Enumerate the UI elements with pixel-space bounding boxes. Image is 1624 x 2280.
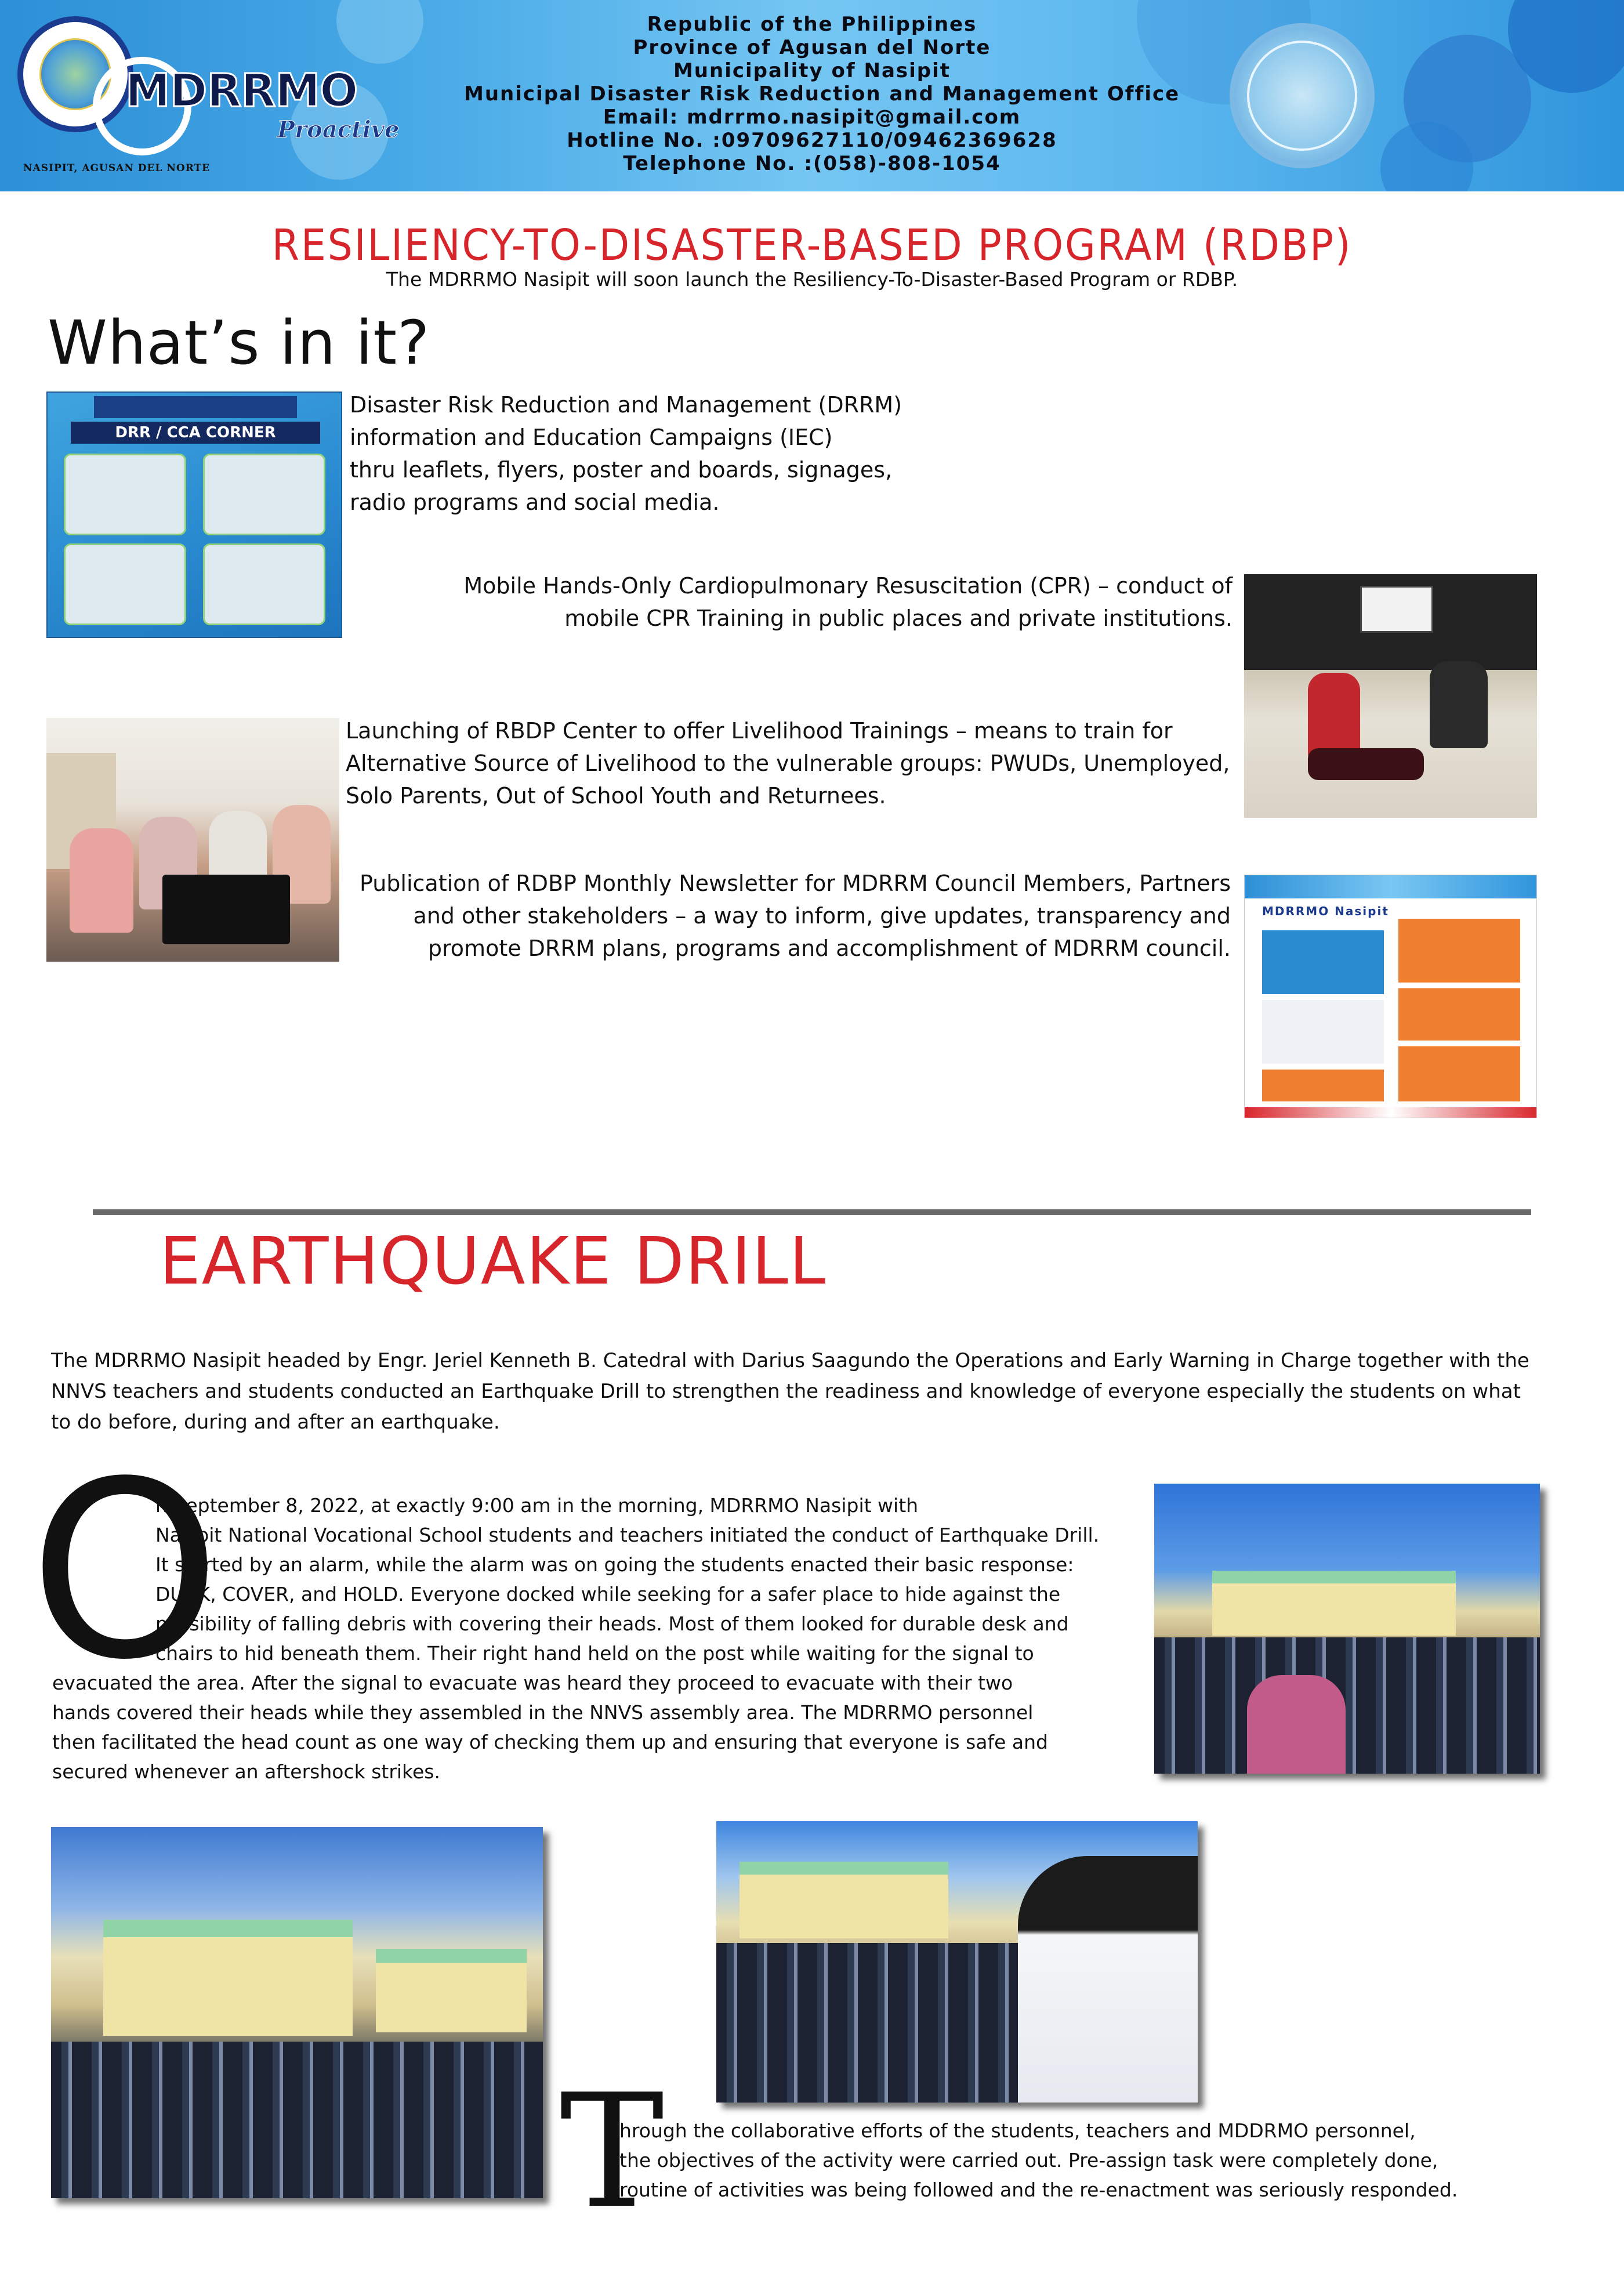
earthquake-drill-photo-2: [51, 1827, 543, 2198]
body-line: hands covered their heads while they assembled in the NNVS assembly area. The MDRRMO personnel: [52, 1701, 1034, 1724]
header-banner: [0, 0, 1624, 191]
header-line-republic: Republic of the Philippines: [647, 13, 977, 36]
livelihood-training-photo: [46, 718, 339, 962]
dropcap-o: O: [29, 1430, 221, 1713]
earthquake-body-indented: [155, 1491, 1099, 1668]
rdbp-item-newsletter-line: promote DRRM plans, programs and accomplishment of MDRRM council.: [427, 936, 1231, 961]
drr-cca-corner-photo: [46, 392, 342, 638]
closing-line: hrough the collaborative efforts of the students, teachers and MDDRMO personnel,: [619, 2119, 1416, 2142]
header-line-hotline: Hotline No. :09709627110/09462369628: [567, 129, 1057, 152]
rdbp-item-livelihood-line: Alternative Source of Livelihood to the vulnerable groups: PWUDs, Unemployed,: [346, 751, 1230, 776]
rdbp-item-newsletter: [348, 867, 1231, 965]
closing-line: the objectives of the activity were carried out. Pre-assign task were completely done,: [619, 2149, 1438, 2172]
header-line-province: Province of Agusan del Norte: [633, 36, 991, 59]
header-line-municipality: Municipality of Nasipit: [673, 59, 951, 82]
rdbp-title: RESILIENCY-TO-DISASTER-BASED PROGRAM (RDBP): [271, 220, 1353, 270]
section-divider: [93, 1209, 1531, 1215]
rdbp-item-cpr-line: mobile CPR Training in public places and private institutions.: [564, 606, 1232, 631]
header-line-email: Email: mdrrmo.nasipit@gmail.com: [603, 106, 1021, 129]
body-line: n September 8, 2022, at exactly 9:00 am in the morning, MDRRMO Nasipit with: [155, 1494, 919, 1517]
rdbp-item-newsletter-line: Publication of RDBP Monthly Newsletter for MDRRM Council Members, Partners: [359, 871, 1231, 896]
mdrrmo-badge: [93, 57, 400, 143]
cpr-training-photo: [1244, 574, 1537, 818]
rdbp-item-cpr: [348, 570, 1232, 635]
municipal-seal-right: [1230, 23, 1375, 168]
rdbp-item-cpr-line: Mobile Hands-Only Cardiopulmonary Resuscitation (CPR) – conduct of: [463, 573, 1232, 599]
rdbp-item-livelihood: [346, 715, 1230, 812]
earthquake-body-full: [52, 1668, 1048, 1786]
closing-line: routine of activities was being followed and the re-enactment was seriously responded.: [619, 2178, 1458, 2201]
earthquake-drill-title: EARTHQUAKE DRILL: [160, 1224, 827, 1299]
earthquake-intro: The MDRRMO Nasipit headed by Engr. Jeriel Kenneth B. Catedral with Darius Saagundo the Operations and Early Warning in Charge together with the NNVS teachers and students conducted an Earthquake Drill to strengthen the readiness and knowledge of everyone especially the students on what to do before, during and after an earthquake.: [51, 1349, 1529, 1434]
rdbp-item-iec-line: thru leaflets, flyers, poster and boards, signages,: [350, 457, 893, 483]
logo-tagline: Proactive: [277, 116, 400, 143]
earthquake-drill-photo-1: [1154, 1484, 1540, 1774]
header-line-telephone: Telephone No. :(058)-808-1054: [623, 152, 1001, 175]
rdbp-item-iec: [350, 389, 902, 519]
rdbp-item-iec-line: information and Education Campaigns (IEC): [350, 425, 833, 450]
logo-location: NASIPIT, AGUSAN DEL NORTE: [23, 162, 211, 174]
body-line: evacuated the area. After the signal to evacuate was heard they proceed to evacuate with their two: [52, 1672, 1013, 1694]
rdbp-item-newsletter-line: and other stakeholders – a way to inform, give updates, transparency and: [413, 903, 1231, 929]
newsletter-thumbnail: [1244, 875, 1537, 1118]
body-line: Nasipit National Vocational School students and teachers initiated the conduct of Earthquake Drill.: [155, 1524, 1100, 1546]
earthquake-closing: [619, 2116, 1458, 2205]
rdbp-item-livelihood-line: Launching of RBDP Center to offer Livelihood Trainings – means to train for: [346, 718, 1173, 744]
newsletter-label: MDRRMO Nasipit: [1262, 904, 1389, 918]
drr-board-label: DRR / CCA CORNER: [71, 422, 320, 444]
dropcap-t: T: [560, 2060, 665, 2243]
body-line: secured whenever an aftershock strikes.: [52, 1760, 440, 1783]
body-line: possibility of falling debris with covering their heads. Most of them looked for durable desk and: [155, 1612, 1069, 1635]
mdrrmo-logo: [17, 10, 400, 179]
header-line-office: Municipal Disaster Risk Reduction and Management Office: [464, 82, 1180, 106]
body-line: DUCK, COVER, and HOLD. Everyone docked while seeking for a safer place to hide against the: [155, 1583, 1061, 1605]
rdbp-item-iec-line: radio programs and social media.: [350, 490, 720, 515]
earthquake-drill-photo-3: [716, 1821, 1198, 2103]
body-line: It started by an alarm, while the alarm was on going the students enacted their basic response:: [155, 1553, 1074, 1576]
rdbp-item-livelihood-line: Solo Parents, Out of School Youth and Returnees.: [346, 783, 886, 809]
body-line: then facilitated the head count as one way of checking them up and ensuring that everyone is safe and: [52, 1731, 1048, 1753]
header-info: [464, 13, 1180, 175]
logo-text: MDRRMO: [125, 65, 358, 117]
body-line: chairs to hid beneath them. Their right hand held on the post while waiting for the signal to: [155, 1642, 1034, 1665]
whats-in-it-heading: What’s in it?: [48, 307, 430, 378]
rdbp-subtitle: The MDRRMO Nasipit will soon launch the Resiliency-To-Disaster-Based Program or RDBP.: [386, 268, 1238, 291]
rdbp-item-iec-line: Disaster Risk Reduction and Management (DRRM): [350, 392, 902, 418]
